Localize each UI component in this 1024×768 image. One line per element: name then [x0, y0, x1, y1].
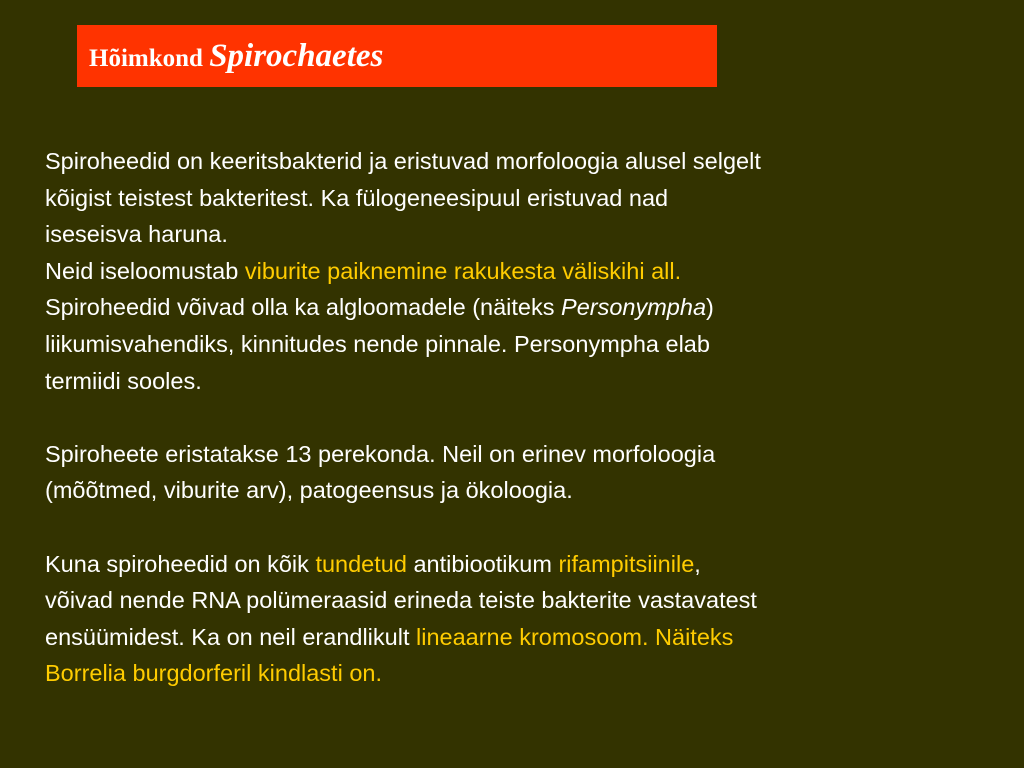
paragraph-2 [45, 253, 995, 290]
p5-highlight-b: rifampitsiinile [558, 550, 695, 577]
paragraph-3 [45, 289, 995, 399]
p5-highlight-a: tundetud [315, 550, 407, 577]
title-box [77, 25, 717, 87]
p5-line4-highlight: Borrelia burgdorferil kindlasti on. [45, 660, 382, 687]
slide-title [89, 38, 383, 75]
p3-italic: Personympha [561, 294, 707, 321]
p5-line3-highlight: lineaarne kromosoom. Näiteks [416, 623, 734, 650]
p2-text: Neid iseloomustab [45, 257, 245, 284]
paragraph-gap [45, 399, 995, 436]
paragraph-4 [45, 436, 995, 509]
p3-line2: liikumisvahendiks, kinnitudes nende pinnale. Personympha elab [45, 330, 710, 357]
p5-text-a: Kuna spiroheedid on kõik [45, 550, 316, 577]
paragraph-gap [45, 509, 995, 546]
p3-line3: termiidi sooles. [45, 367, 202, 394]
p5-line2: võivad nende RNA polümeraasid erineda teiste bakterite vastavatest [45, 587, 757, 614]
title-italic: Spirochaetes [209, 37, 384, 74]
p5-line3-text: ensüümidest. Ka on neil erandlikult [45, 623, 416, 650]
slide-body [45, 143, 995, 692]
p1-line3: iseseisva haruna. [45, 221, 228, 248]
p5-text-c: , [694, 550, 701, 577]
p4-line1: Spiroheete eristatakse 13 perekonda. Neil on erinev morfoloogia [45, 440, 716, 467]
paragraph-5 [45, 546, 995, 692]
title-prefix: Hõimkond [89, 44, 203, 72]
p4-line2: (mõõtmed, viburite arv), patogeensus ja ökoloogia. [45, 477, 573, 504]
p5-text-b: antibiootikum [406, 550, 559, 577]
p3-text-a: Spiroheedid võivad olla ka algloomadele (näiteks [45, 294, 562, 321]
paragraph-1 [45, 143, 995, 253]
p1-line1: Spiroheedid on keeritsbakterid ja eristuvad morfoloogia alusel selgelt [45, 148, 761, 174]
p2-highlight: viburite paiknemine rakukesta väliskihi all. [244, 257, 682, 284]
p1-line2: kõigist teistest bakteritest. Ka fülogeneesipuul eristuvad nad [45, 184, 669, 211]
p3-text-b: ) [706, 294, 714, 321]
